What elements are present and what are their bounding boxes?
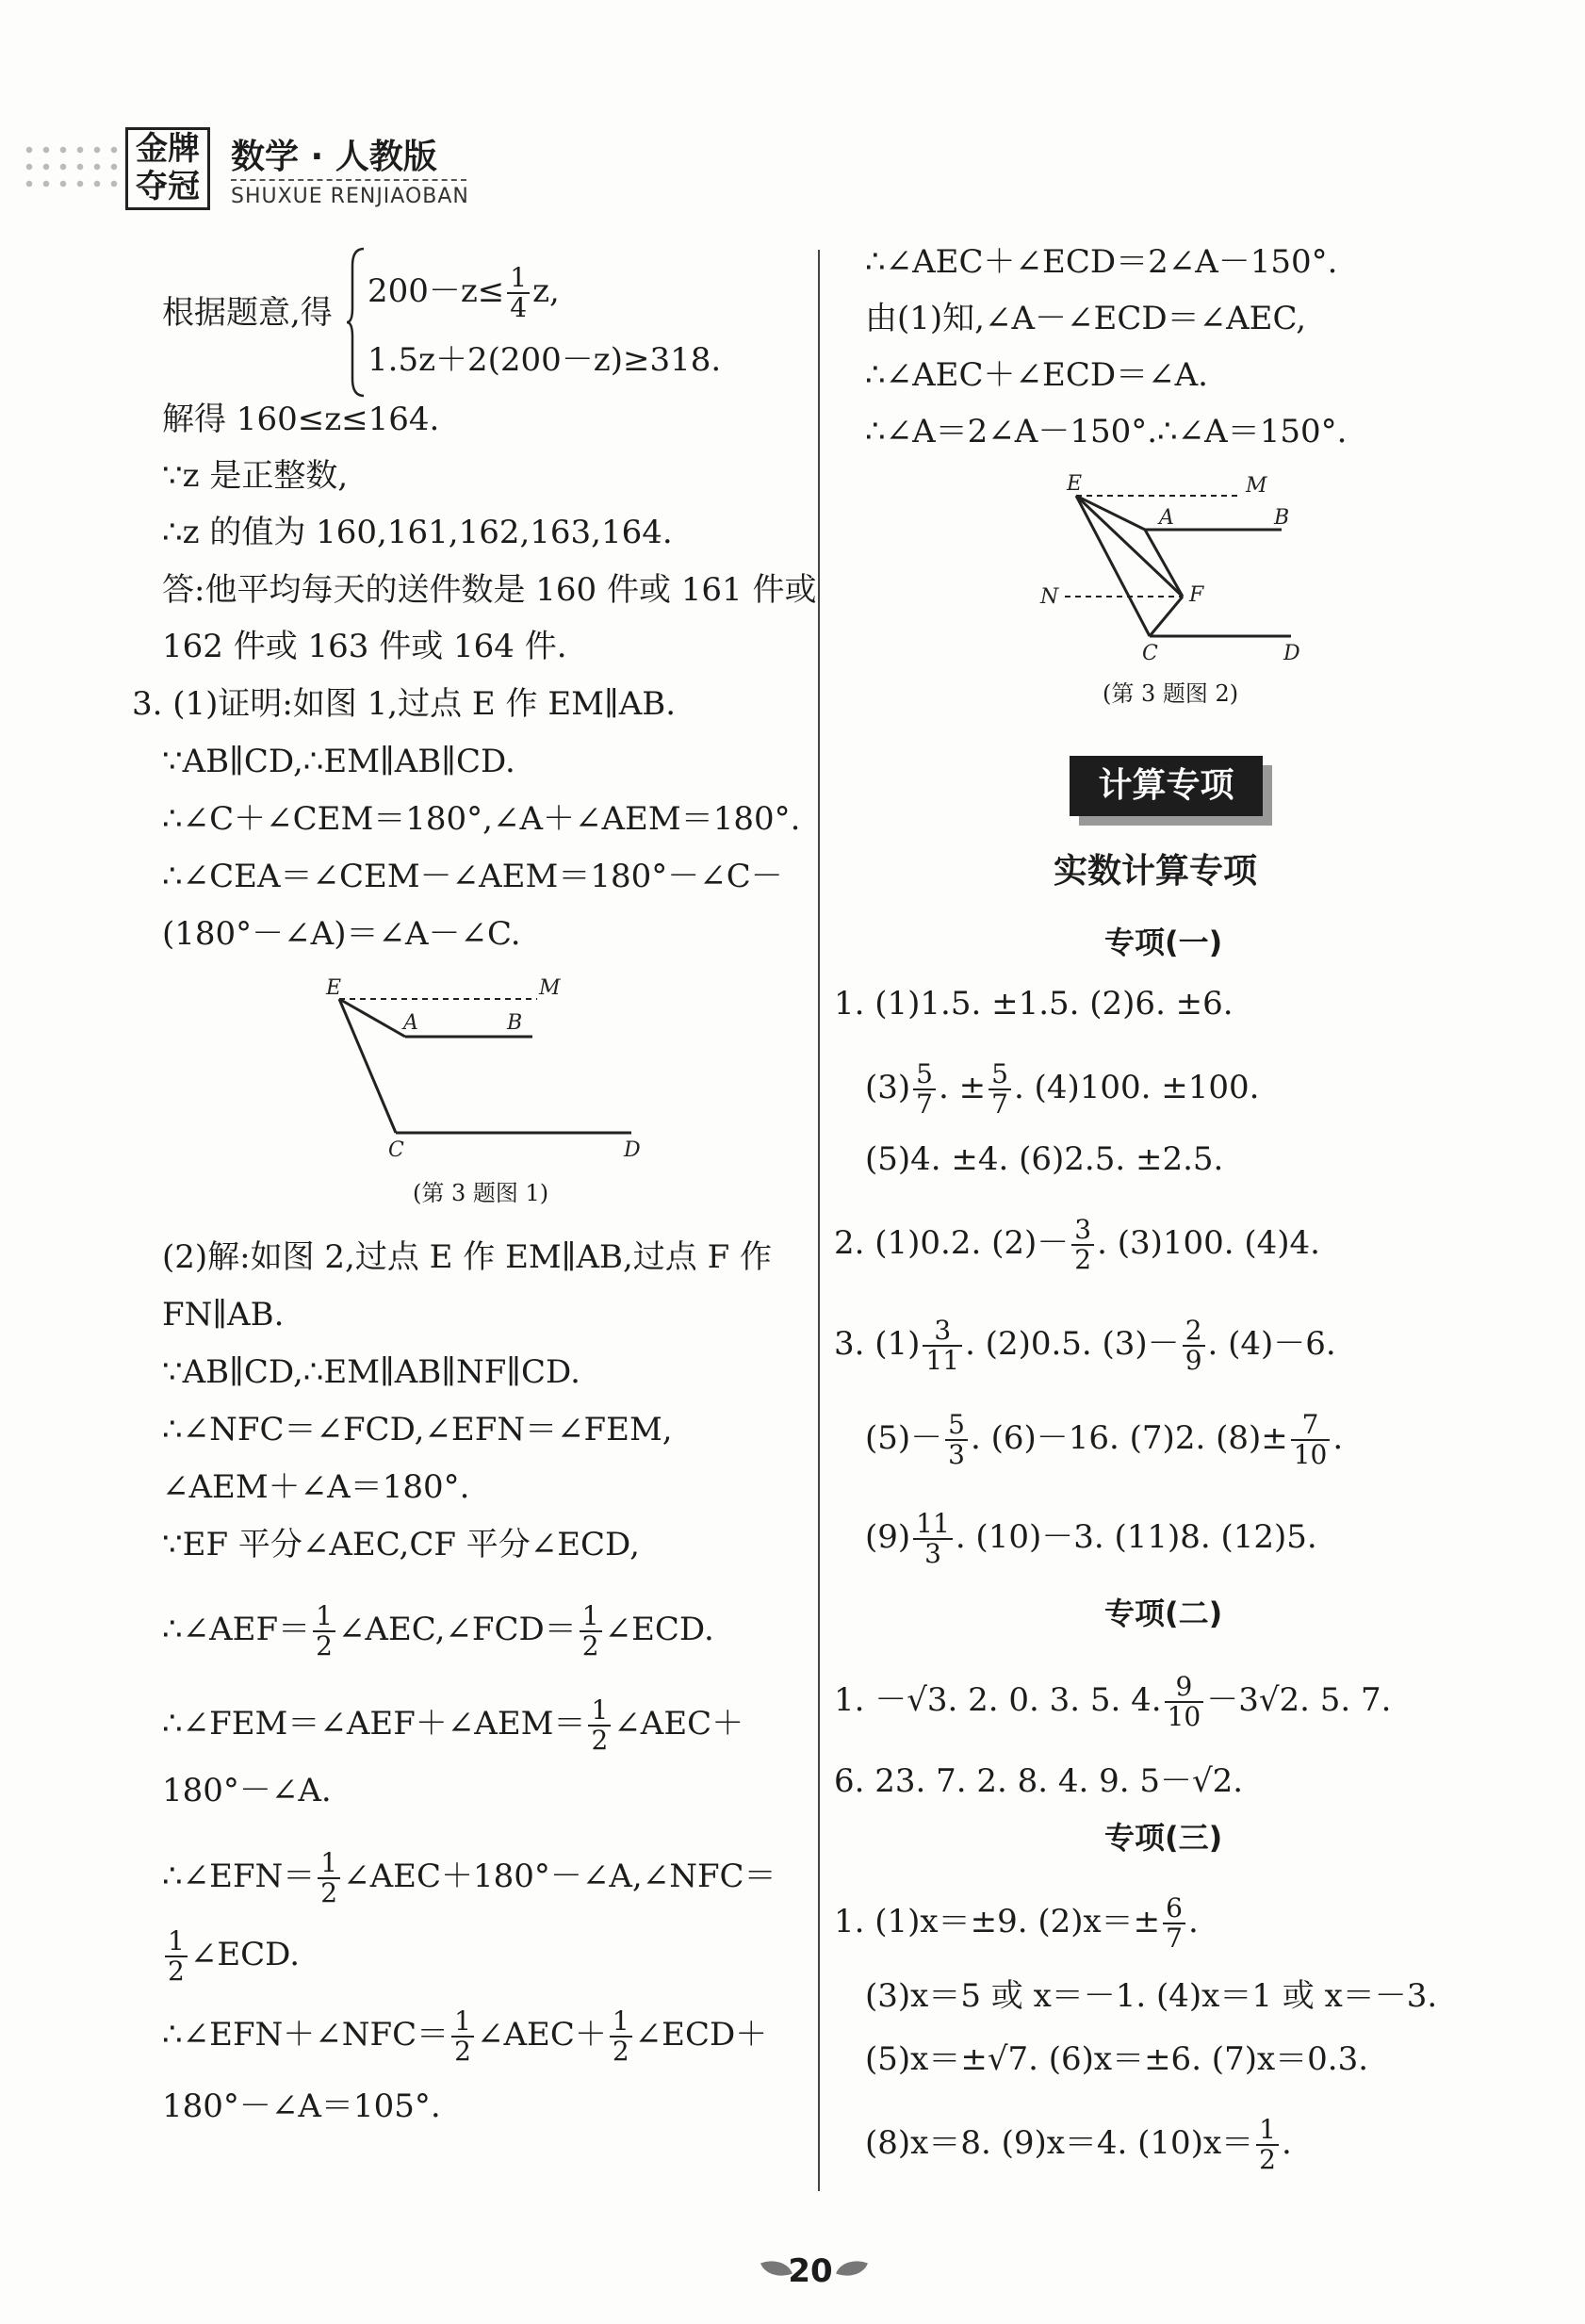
text-line: ∴z 的值为 160,161,162,163,164. [162,514,673,551]
text-line: FN∥AB. [162,1296,285,1334]
answer-line: (8)x＝8. (9)x＝4. (10)x＝ $\frac{1}{2}$ . [865,2114,1292,2175]
label-N: N [1040,585,1059,609]
decorative-dots [21,141,124,194]
answer-line: 6. 23. 7. 2. 8. 4. 9. 5－√2. [834,1762,1244,1800]
label-C: C [388,1138,404,1162]
equation-line: ∴∠EFN＝ $\frac{1}{2}$ ∠AEC＋180°－∠A,∠NFC＝ [162,1847,776,1908]
answer-line: (9) $\frac{11}{3}$ . (10)－3. (11)8. (12)5. [865,1508,1317,1569]
header-subtitle: SHUXUE RENJIAOBAN [231,185,469,208]
equation-line: $\frac{1}{2}$ ∠ECD. [162,1927,300,1986]
figure-caption: (第 3 题图 1) [413,1180,549,1206]
answer-line: 2. (1)0.2. (2)－ $\frac{3}{2}$ . (3)100. (4)4. [834,1214,1320,1275]
subsection-heading: 专项(三) [1104,1820,1223,1856]
text-line: 解得 160≤z≤164. [162,401,440,438]
equation-line: ∴∠FEM＝∠AEF＋∠AEM＝ $\frac{1}{2}$ ∠AEC＋ [162,1694,744,1756]
subsection-heading: 专项(一) [1104,925,1223,960]
text-line: ∴∠CEA＝∠CEM－∠AEM＝180°－∠C－ [162,858,783,895]
text-line: ∵AB∥CD,∴EM∥AB∥NF∥CD. [162,1353,580,1391]
label-F: F [1189,583,1204,607]
text-line: ∴∠NFC＝∠FCD,∠EFN＝∠FEM, [162,1411,673,1448]
answer-line: 1. (1)1.5. ±1.5. (2)6. ±6. [834,985,1234,1023]
text-line: 根据题意,得 [162,294,333,332]
header-title: 数学 · 人教版 [231,138,437,176]
text-line: ∴∠C＋∠CEM＝180°,∠A＋∠AEM＝180°. [162,800,801,838]
answer-line: 3. (1) $\frac{3}{11}$ . (2)0.5. (3)－ $\frac{2}{9}$ . (4)－6. [834,1315,1336,1376]
section-heading: 实数计算专项 [1054,852,1258,891]
answer-line: (3) $\frac{5}{7}$ . ± $\frac{5}{7}$ . (4)100. ±100. [865,1058,1260,1120]
label-C: C [1142,642,1158,665]
label-E: E [326,976,342,1000]
figure-1 [320,975,660,1164]
text-line: 162 件或 163 件或 164 件. [162,628,567,665]
answer-line: (5)－ $\frac{5}{3}$ . (6)－16. (7)2. (8)± $\frac{7}{10}$ . [865,1409,1344,1470]
answer-line: (3)x＝5 或 x＝－1. (4)x＝1 或 x＝－3. [865,1977,1438,2015]
equation-line: 1.5z＋2(200－z)≥318. [368,341,722,379]
label-A: A [1159,506,1174,530]
text-line: 答:他平均每天的送件数是 160 件或 161 件或 [162,571,817,609]
label-M: M [539,976,561,1000]
text-line: ∵z 是正整数, [162,457,349,495]
text-line: ∴∠AEC＋∠ECD＝2∠A－150°. [865,243,1338,281]
answer-line: (5)x＝±√7. (6)x＝±6. (7)x＝0.3. [865,2040,1369,2078]
label-E: E [1067,472,1083,496]
text-line: ∴∠A＝2∠A－150°.∴∠A＝150°. [865,413,1348,450]
text-line: 由(1)知,∠A－∠ECD＝∠AEC, [865,300,1307,337]
subsection-heading: 专项(二) [1104,1596,1223,1631]
header-divider [231,179,466,181]
text-line: ∵EF 平分∠AEC,CF 平分∠ECD, [162,1526,640,1563]
label-A: A [403,1011,418,1035]
label-B: B [1274,506,1290,530]
text-line: ∵AB∥CD,∴EM∥AB∥CD. [162,743,515,780]
label-B: B [507,1011,523,1035]
figure-2 [1027,471,1310,669]
logo: 金牌 夺冠 [125,127,210,210]
text-line: (2)解:如图 2,过点 E 作 EM∥AB,过点 F 作 [162,1238,772,1276]
equation-line: ∴∠AEF＝ $\frac{1}{2}$ ∠AEC,∠FCD＝ $\frac{1}{2}$ ∠ECD. [162,1600,714,1661]
text-line: 3. (1)证明:如图 1,过点 E 作 EM∥AB. [132,685,677,723]
page-number: 20 [788,2252,833,2290]
label-M: M [1246,474,1267,498]
text-line: 180°－∠A＝105°. [162,2087,441,2125]
answer-line: 1. －√3. 2. 0. 3. 5. 4. $\frac{9}{10}$ －3√2. 5. 7. [834,1671,1392,1732]
answer-line: (5)4. ±4. (6)2.5. ±2.5. [865,1140,1224,1178]
text-line: 180°－∠A. [162,1772,332,1809]
text-line: ∠AEM＋∠A＝180°. [162,1468,470,1506]
text-line: ∴∠AEC＋∠ECD＝∠A. [865,356,1208,394]
figure-caption: (第 3 题图 2) [1103,680,1239,707]
brace-icon [345,247,366,398]
section-banner: 计算专项 [1070,756,1263,816]
label-D: D [624,1138,641,1162]
equation-line: 200－z≤ $\frac{1}{4}$ z, [368,262,560,323]
equation-line: ∴∠EFN＋∠NFC＝ $\frac{1}{2}$ ∠AEC＋ $\frac{1}{2}$ ∠ECD＋ [162,2005,768,2067]
column-divider [818,250,820,2191]
label-D: D [1283,642,1300,665]
text-line: (180°－∠A)＝∠A－∠C. [162,915,521,953]
answer-line: 1. (1)x＝±9. (2)x＝± $\frac{6}{7}$ . [834,1892,1199,1954]
